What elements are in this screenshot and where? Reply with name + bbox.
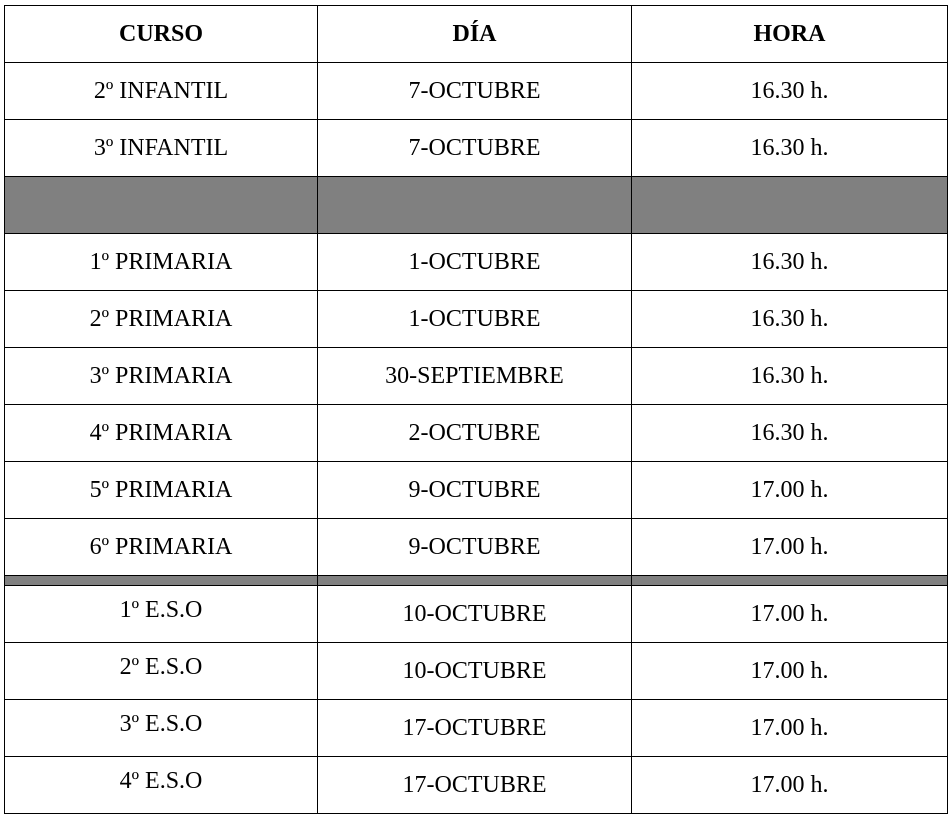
separator-cell: [318, 177, 632, 234]
table-row: [5, 700, 948, 757]
cell-hora: 17.00 h.: [632, 519, 948, 576]
cell-hora: 16.30 h.: [632, 63, 948, 120]
cell-hora: 16.30 h.: [632, 405, 948, 462]
table-row: [5, 291, 948, 348]
cell-curso: 2º INFANTIL: [5, 63, 318, 120]
cell-hora: 17.00 h.: [632, 643, 948, 700]
table-row: [5, 63, 948, 120]
table-row: [5, 234, 948, 291]
separator-cell: [632, 576, 948, 586]
cell-dia: 7-OCTUBRE: [318, 63, 632, 120]
separator-cell: [5, 576, 318, 586]
table-row: [5, 405, 948, 462]
separator-row: [5, 177, 948, 234]
cell-curso: 1º E.S.O: [5, 586, 318, 643]
header-hora: HORA: [632, 6, 948, 63]
cell-dia: 17-OCTUBRE: [318, 700, 632, 757]
cell-hora: 17.00 h.: [632, 757, 948, 814]
cell-curso: 4º PRIMARIA: [5, 405, 318, 462]
cell-curso: 4º E.S.O: [5, 757, 318, 814]
separator-cell: [318, 576, 632, 586]
separator-row: [5, 576, 948, 586]
table-row: [5, 519, 948, 576]
cell-dia: 17-OCTUBRE: [318, 757, 632, 814]
header-curso: CURSO: [5, 6, 318, 63]
table-row: [5, 462, 948, 519]
separator-cell: [632, 177, 948, 234]
cell-curso: 3º PRIMARIA: [5, 348, 318, 405]
cell-hora: 17.00 h.: [632, 700, 948, 757]
cell-curso: 2º PRIMARIA: [5, 291, 318, 348]
table-row: [5, 586, 948, 643]
header-row: [5, 6, 948, 63]
cell-curso: 3º E.S.O: [5, 700, 318, 757]
cell-dia: 1-OCTUBRE: [318, 234, 632, 291]
table-row: [5, 348, 948, 405]
cell-hora: 17.00 h.: [632, 462, 948, 519]
header-dia: DÍA: [318, 6, 632, 63]
table-row: [5, 120, 948, 177]
cell-dia: 7-OCTUBRE: [318, 120, 632, 177]
cell-curso: 5º PRIMARIA: [5, 462, 318, 519]
cell-dia: 9-OCTUBRE: [318, 519, 632, 576]
schedule-table: [4, 5, 948, 814]
cell-dia: 10-OCTUBRE: [318, 586, 632, 643]
cell-curso: 1º PRIMARIA: [5, 234, 318, 291]
cell-hora: 16.30 h.: [632, 234, 948, 291]
cell-curso: 6º PRIMARIA: [5, 519, 318, 576]
separator-cell: [5, 177, 318, 234]
cell-curso: 3º INFANTIL: [5, 120, 318, 177]
cell-hora: 16.30 h.: [632, 291, 948, 348]
cell-dia: 30-SEPTIEMBRE: [318, 348, 632, 405]
cell-hora: 16.30 h.: [632, 120, 948, 177]
cell-dia: 2-OCTUBRE: [318, 405, 632, 462]
cell-hora: 16.30 h.: [632, 348, 948, 405]
table-row: [5, 757, 948, 814]
cell-dia: 1-OCTUBRE: [318, 291, 632, 348]
cell-dia: 9-OCTUBRE: [318, 462, 632, 519]
cell-dia: 10-OCTUBRE: [318, 643, 632, 700]
table-row: [5, 643, 948, 700]
cell-curso: 2º E.S.O: [5, 643, 318, 700]
cell-hora: 17.00 h.: [632, 586, 948, 643]
